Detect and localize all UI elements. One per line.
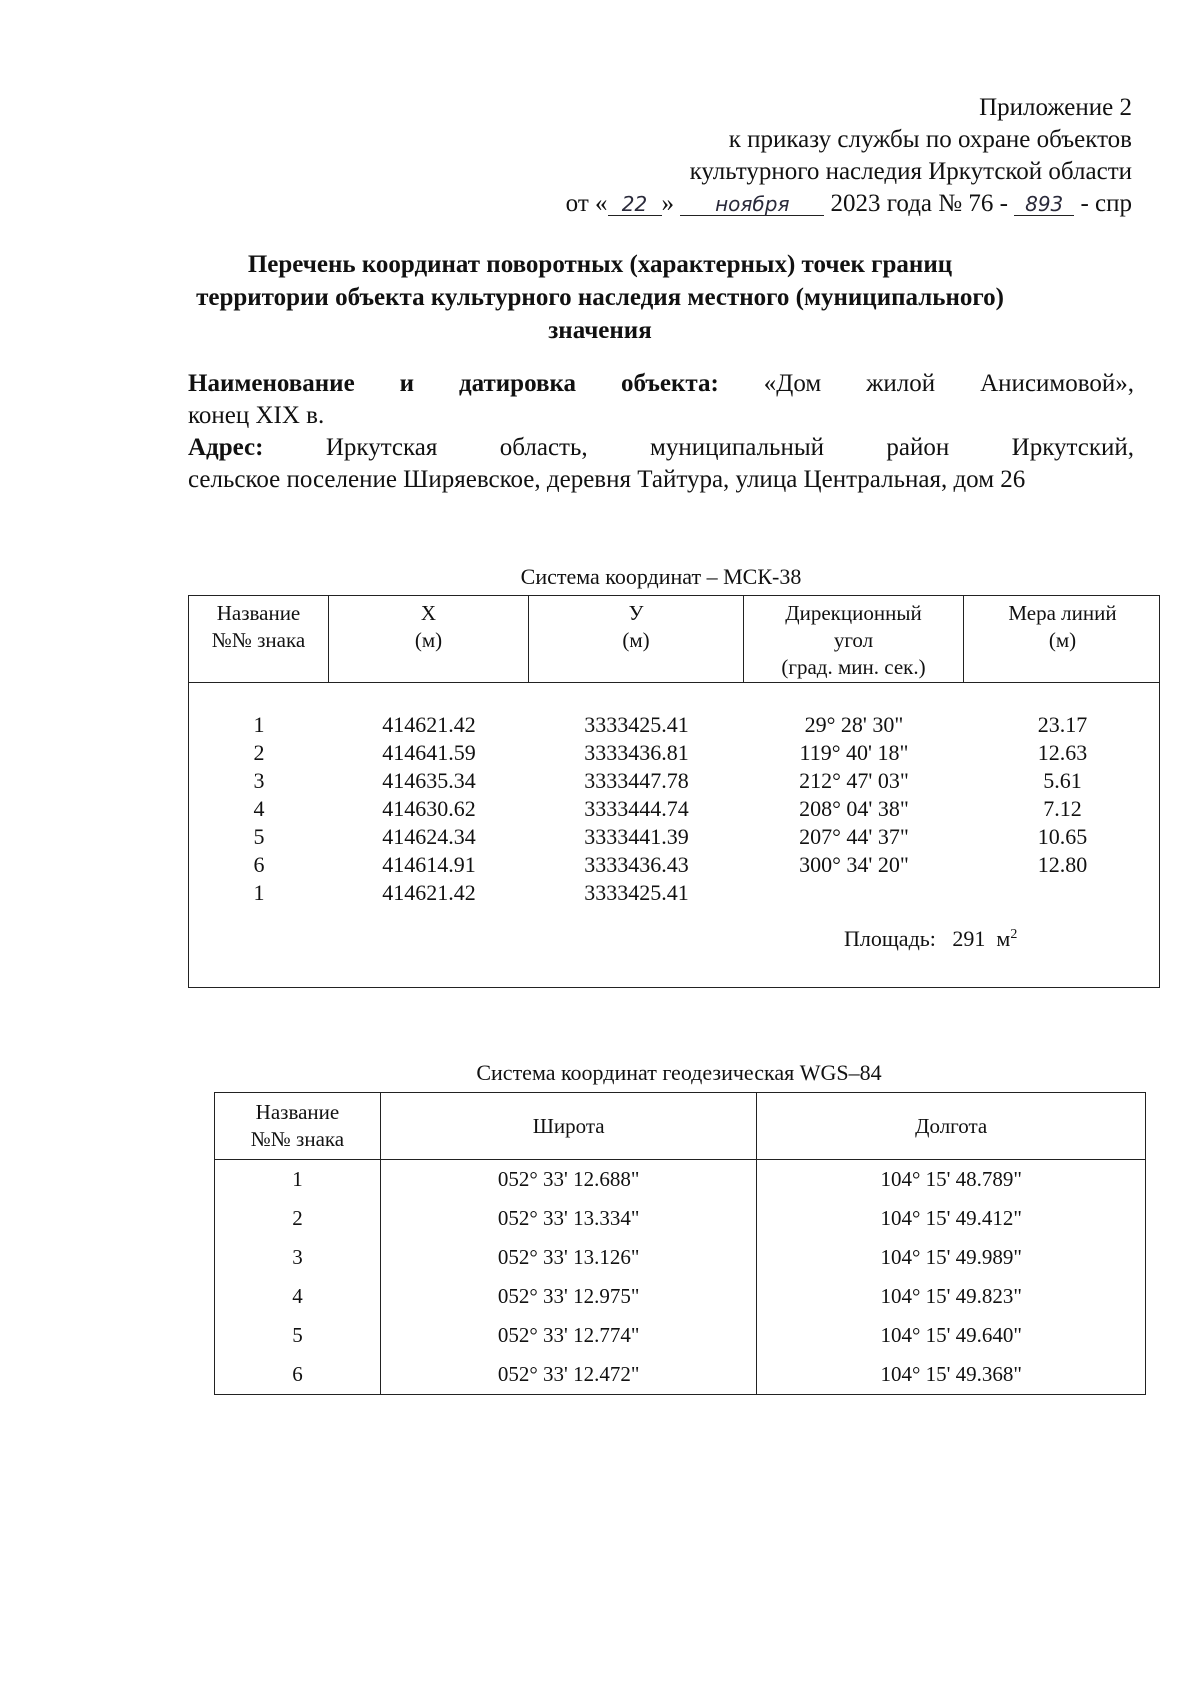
object-name-value: «Дом жилой Анисимовой», [763, 370, 1134, 397]
header-text: угол [833, 628, 874, 652]
cell-y: 3333436.43 [584, 852, 689, 877]
cell-sign: 3 [215, 1238, 381, 1277]
cell-x: 414635.34 [382, 768, 476, 793]
cell-y: 3333436.81 [584, 740, 689, 765]
appendix-number: Приложение 2 [979, 94, 1132, 121]
table-row [189, 711, 1159, 739]
header-line-length [964, 596, 1161, 682]
date-quote-close: » [661, 190, 675, 217]
date-suffix: 2023 года № 76 - [830, 190, 1008, 217]
order-suffix: - спр [1080, 190, 1132, 217]
table-row [215, 1277, 1146, 1316]
cell-latitude: 052° 33' 12.975" [380, 1277, 757, 1316]
cell-sign: 6 [215, 1355, 381, 1395]
header-text: Название [216, 601, 301, 625]
object-description [188, 368, 1134, 496]
header-text: X [420, 601, 437, 625]
cell-longitude: 104° 15' 49.368" [757, 1355, 1146, 1395]
cell-length: 10.65 [1037, 824, 1088, 849]
cell-sign: 2 [253, 740, 265, 765]
table-row [189, 795, 1159, 823]
header-text: (м) [622, 628, 650, 652]
area-value: 291 [952, 926, 986, 951]
title-line-2: территории объекта культурного наследия местного (муниципального) [196, 284, 1004, 311]
cell-longitude: 104° 15' 49.412" [757, 1199, 1146, 1238]
cell-latitude: 052° 33' 12.774" [380, 1316, 757, 1355]
cell-sign: 4 [253, 796, 265, 821]
cell-length: 23.17 [1037, 712, 1088, 737]
cell-sign: 6 [253, 852, 265, 877]
title-line-3: значения [548, 317, 652, 344]
document-title [150, 248, 1050, 347]
cell-latitude: 052° 33' 12.688" [380, 1160, 757, 1200]
table-row [215, 1238, 1146, 1277]
order-date-line [432, 188, 1132, 220]
msk38-coordinates-table [188, 595, 1160, 988]
header-y [529, 596, 744, 682]
order-authority-line: культурного наследия Иркутской области [689, 158, 1132, 185]
cell-latitude: 052° 33' 13.126" [380, 1238, 757, 1277]
object-dating: конец XIX в. [188, 402, 325, 429]
table-row [189, 823, 1159, 851]
header-text: Мера линий [1008, 601, 1117, 625]
cell-length: 7.12 [1043, 796, 1082, 821]
object-address-line [188, 432, 1134, 464]
area-unit: м [996, 926, 1011, 951]
cell-x: 414621.42 [382, 712, 476, 737]
table-row [189, 879, 1159, 907]
cell-angle: 119° 40' 18" [799, 740, 909, 765]
table-row [189, 851, 1159, 879]
cell-length: 5.61 [1043, 768, 1082, 793]
cell-x: 414630.62 [382, 796, 476, 821]
handwritten-order-number: 893 [1014, 193, 1074, 216]
wgs84-coordinates-table [214, 1092, 1146, 1395]
cell-longitude: 104° 15' 49.640" [757, 1316, 1146, 1355]
cell-x: 414621.42 [382, 880, 476, 905]
header-text: Название [255, 1100, 340, 1124]
cell-longitude: 104° 15' 49.989" [757, 1238, 1146, 1277]
table-row [215, 1355, 1146, 1395]
area-summary [844, 926, 1017, 952]
order-reference-line: к приказу службы по охране объектов [728, 126, 1132, 153]
cell-sign: 2 [215, 1199, 381, 1238]
area-unit-exponent: 2 [1010, 927, 1018, 942]
area-label: Площадь: [844, 926, 936, 951]
cell-angle: 29° 28' 30" [804, 712, 904, 737]
cell-length: 12.80 [1037, 852, 1088, 877]
address-value-1: Иркутская область, муниципальный район Иркутский, [325, 434, 1134, 461]
header-direction-angle [744, 596, 964, 682]
address-label: Адрес: [188, 434, 264, 461]
header-text: №№ знака [250, 1127, 345, 1151]
cell-sign: 1 [253, 712, 265, 737]
cell-angle: 300° 34' 20" [799, 852, 909, 877]
table1-caption: Система координат – МСК-38 [520, 564, 802, 589]
table-row [215, 1199, 1146, 1238]
header-text: (м) [414, 628, 443, 652]
cell-latitude: 052° 33' 12.472" [380, 1355, 757, 1395]
header-latitude: Широта [380, 1093, 757, 1160]
cell-y: 3333447.78 [584, 768, 689, 793]
header-longitude: Долгота [757, 1093, 1146, 1160]
handwritten-day: 22 [608, 193, 662, 216]
table2-header [215, 1093, 1146, 1160]
title-line-1: Перечень координат поворотных (характерных) точек границ [247, 251, 953, 278]
cell-sign: 5 [215, 1316, 381, 1355]
object-name-label: Наименование и датировка объекта: [188, 370, 719, 397]
cell-latitude: 052° 33' 13.334" [380, 1199, 757, 1238]
table-row [189, 739, 1159, 767]
cell-sign: 5 [253, 824, 265, 849]
table1-header [189, 596, 1159, 683]
cell-longitude: 104° 15' 48.789" [757, 1160, 1146, 1200]
cell-sign: 1 [215, 1160, 381, 1200]
appendix-header [432, 92, 1132, 220]
header-sign-name [215, 1093, 381, 1160]
header-text: У [628, 601, 644, 625]
cell-sign: 4 [215, 1277, 381, 1316]
header-text: №№ знака [211, 628, 306, 652]
table-row [189, 767, 1159, 795]
table-row [215, 1316, 1146, 1355]
cell-angle: 212° 47' 03" [799, 768, 909, 793]
object-name-line [188, 368, 1134, 400]
cell-x: 414624.34 [382, 824, 476, 849]
header-sign-name [189, 596, 329, 682]
cell-longitude: 104° 15' 49.823" [757, 1277, 1146, 1316]
cell-x: 414641.59 [382, 740, 476, 765]
header-text: (град. мин. сек.) [781, 655, 926, 679]
cell-angle: 208° 04' 38" [799, 796, 909, 821]
table2-caption: Система координат геодезическая WGS–84 [476, 1060, 882, 1085]
cell-sign: 1 [253, 880, 265, 905]
cell-angle: 207° 44' 37" [799, 824, 909, 849]
table-row [215, 1160, 1146, 1200]
cell-sign: 3 [253, 768, 265, 793]
date-prefix: от « [565, 190, 608, 217]
cell-y: 3333425.41 [584, 712, 689, 737]
header-text: (м) [1048, 628, 1077, 652]
cell-y: 3333444.74 [584, 796, 689, 821]
cell-y: 3333425.41 [584, 880, 689, 905]
address-value-2: сельское поселение Ширяевское, деревня Тайтура, улица Центральная, дом 26 [188, 466, 1026, 493]
handwritten-month: ноября [680, 193, 824, 216]
header-text: Дирекционный [785, 601, 922, 625]
table1-body [189, 711, 1159, 907]
header-x [329, 596, 529, 682]
cell-length: 12.63 [1037, 740, 1088, 765]
cell-x: 414614.91 [382, 852, 476, 877]
cell-y: 3333441.39 [584, 824, 689, 849]
